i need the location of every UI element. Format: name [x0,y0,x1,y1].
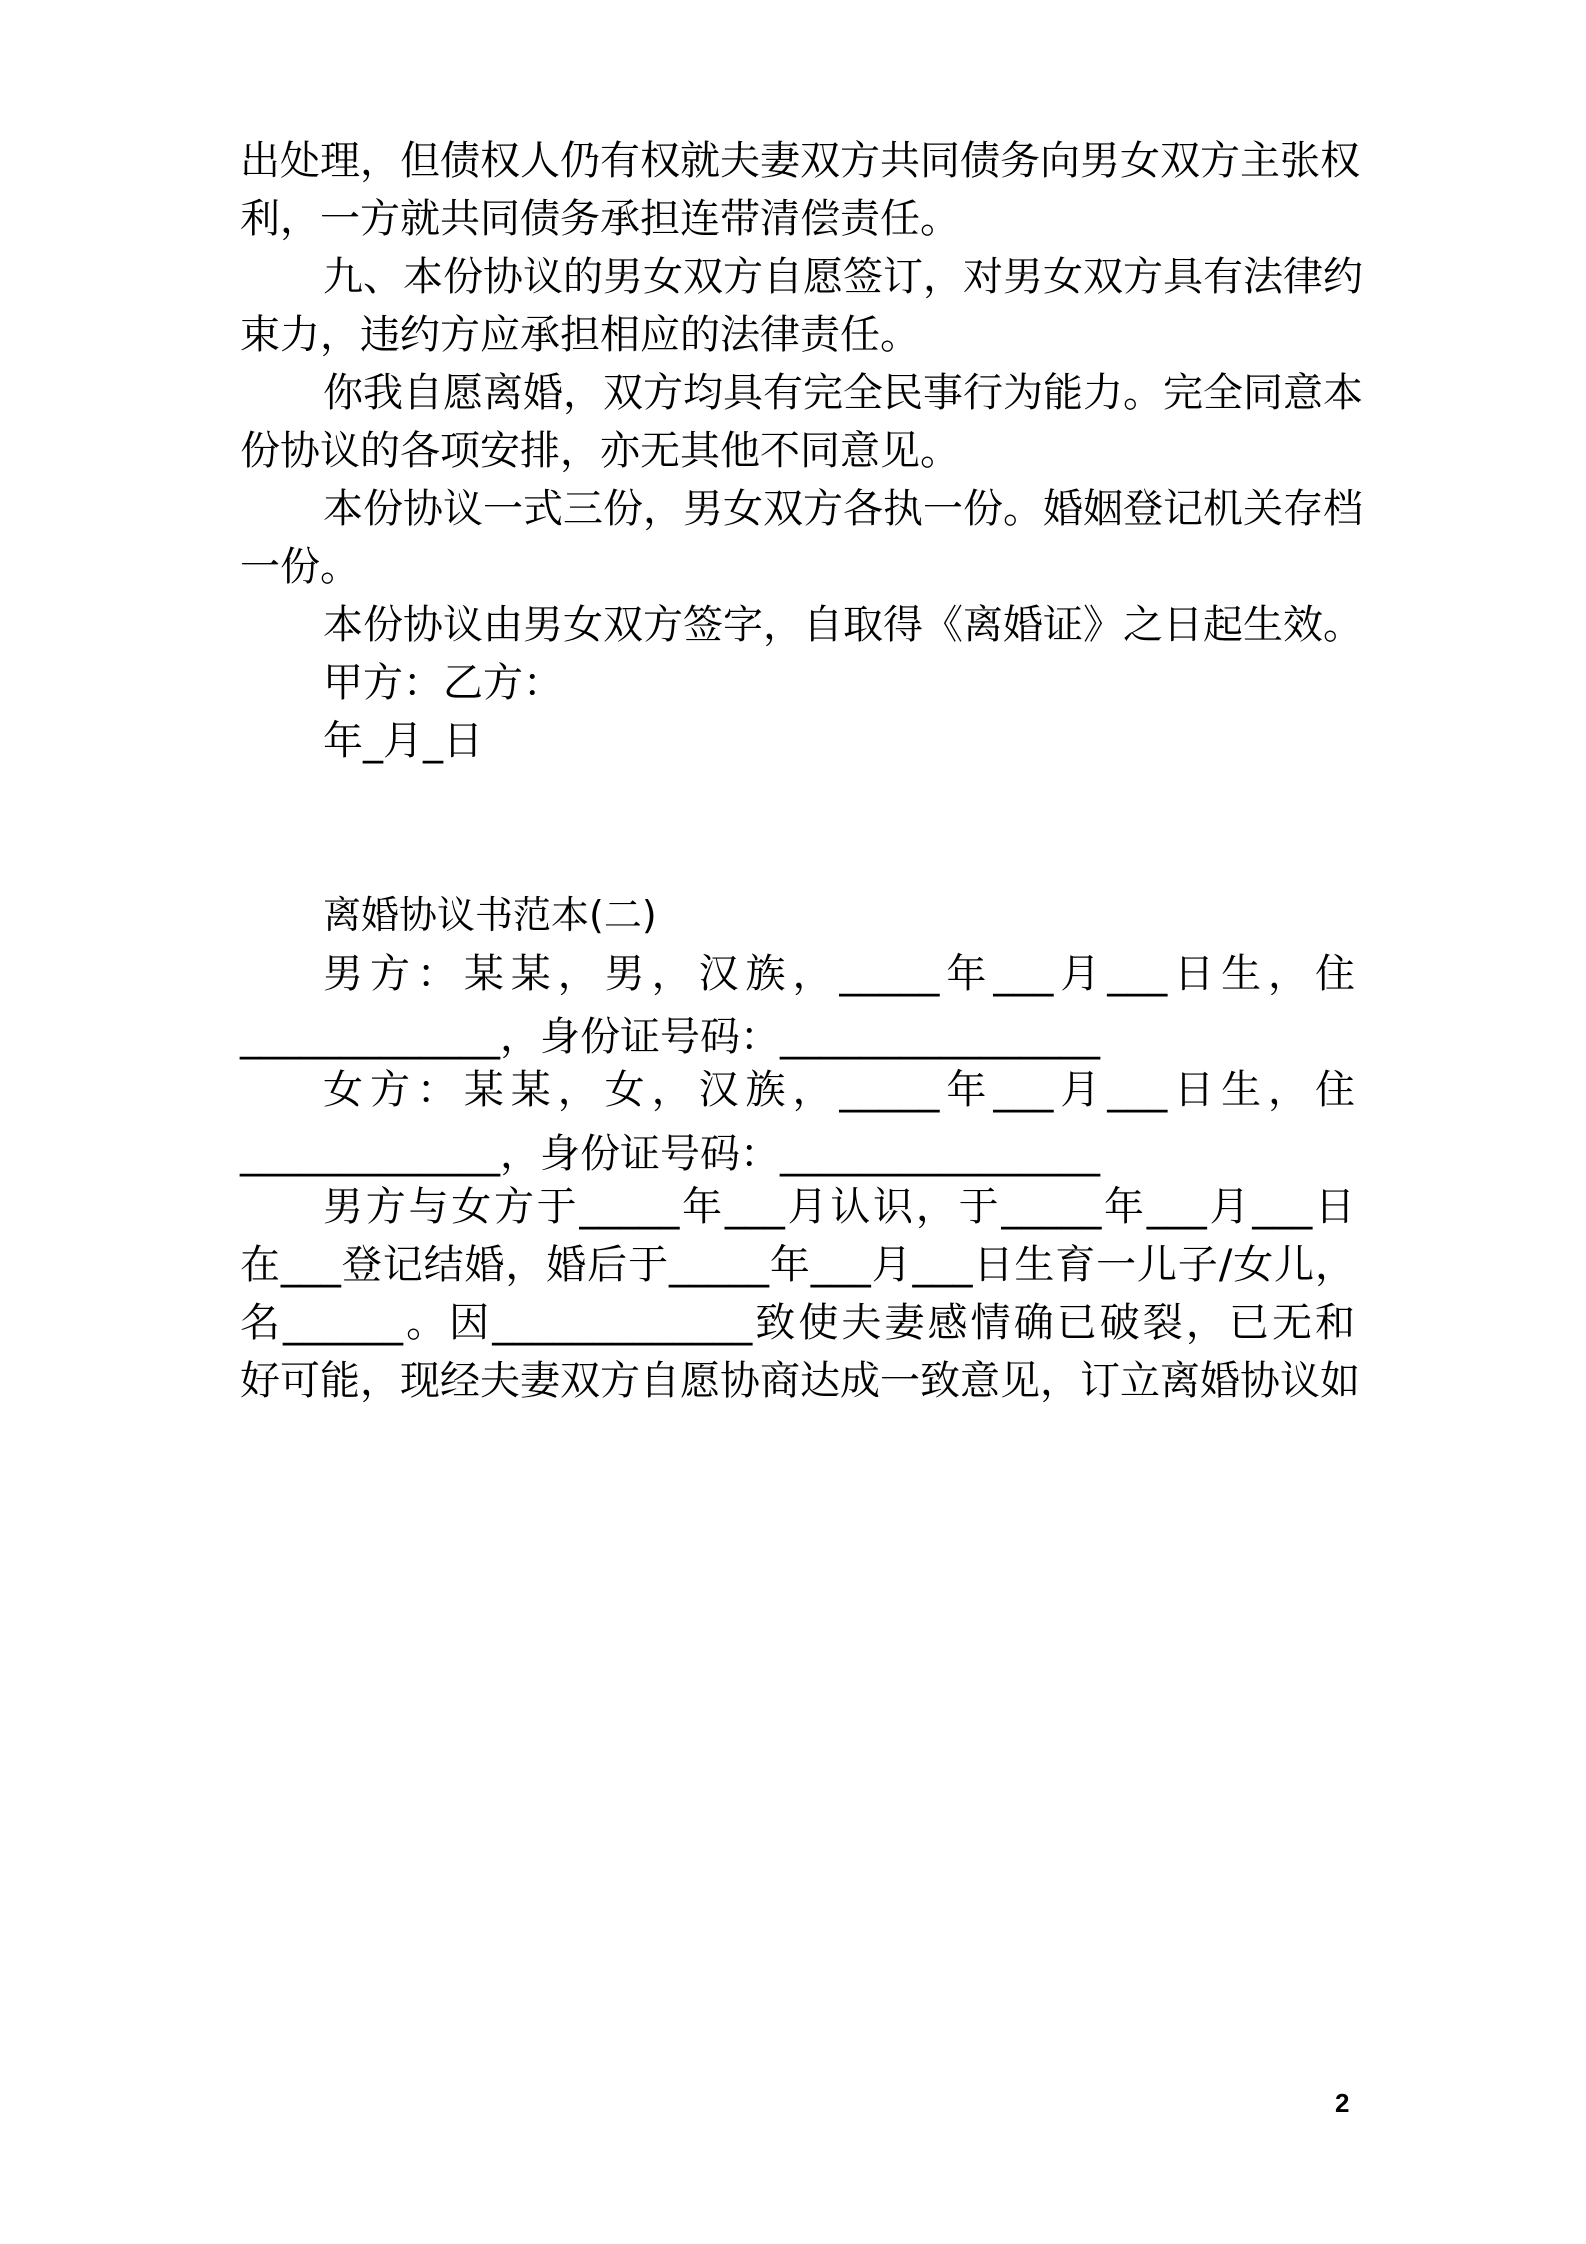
paragraph-line: 束力，违约方应承担相应的法律责任。 [240,312,920,358]
page-number: 2 [1335,2088,1350,2118]
paragraph-line: 份协议的各项安排，亦无其他不同意见。 [240,428,960,474]
paragraph-line: 本份协议由男女双方签字，自取得《离婚证》之日起生效。 [323,602,1363,648]
paragraph-line: 名______。因_____________致使夫妻感情确已破裂，已无和 [240,1300,1355,1346]
signature-parties: 甲方：乙方： [323,660,563,706]
man-info-line: 男方：某某，男，汉族，_____年___月___日生，住 [323,951,1355,997]
paragraph-line: 出处理，但债权人仍有权就夫妻双方共同债务向男女双方主张权 [240,138,1360,184]
paragraph-line: 好可能，现经夫妻双方自愿协商达成一致意见，订立离婚协议如 [240,1358,1360,1404]
man-id-line: _____________，身份证号码：________________ [240,1014,1100,1060]
paragraph-line: 一份。 [240,544,360,590]
woman-id-line: _____________，身份证号码：________________ [240,1131,1100,1177]
woman-info-line: 女方：某某，女，汉族，_____年___月___日生，住 [323,1067,1355,1113]
paragraph-line: 本份协议一式三份，男女双方各执一份。婚姻登记机关存档 [323,486,1363,532]
paragraph-line: 九、本份协议的男女双方自愿签订，对男女双方具有法律约 [323,254,1363,300]
signature-date: 年_月_日 [323,718,483,764]
paragraph-line: 在___登记结婚，婚后于_____年___月___日生育一儿子/女儿， [240,1242,1355,1288]
section-title: 离婚协议书范本(二) [323,893,657,937]
paragraph-line: 利，一方就共同债务承担连带清偿责任。 [240,196,960,242]
paragraph-line: 你我自愿离婚，双方均具有完全民事行为能力。完全同意本 [323,370,1363,416]
paragraph-line: 男方与女方于_____年___月认识，于_____年___月___日 [323,1184,1355,1230]
